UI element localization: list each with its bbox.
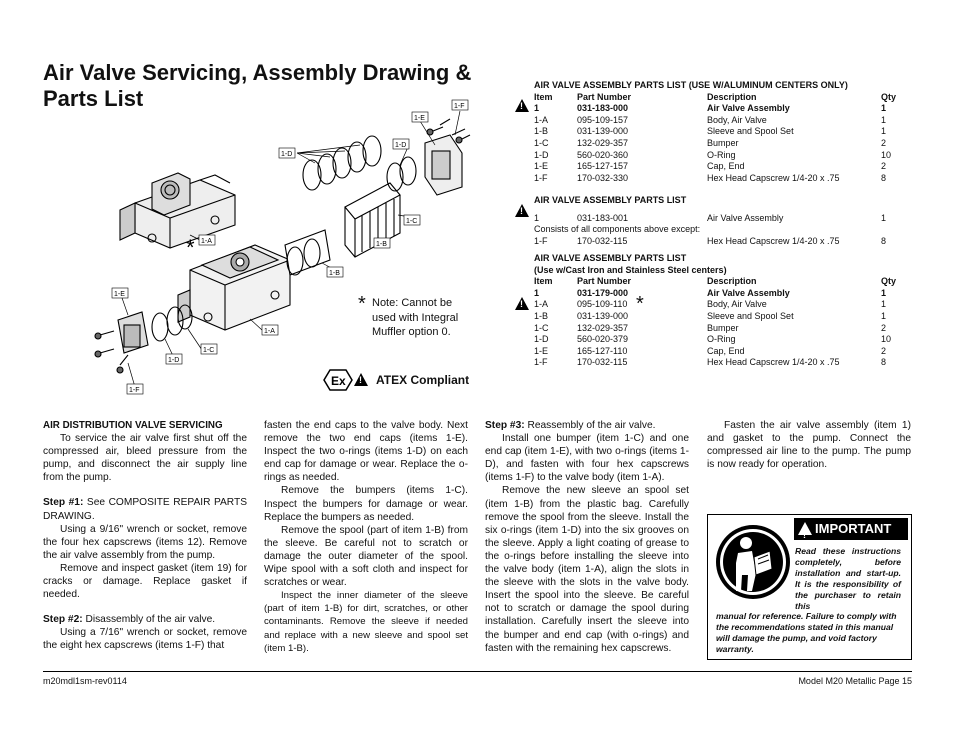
table-row: 1-A 095-109-157 Body, Air Valve 1 [534,114,887,125]
table-row: 1 031-179-000 Air Valve Assembly 1 [534,287,887,298]
drawing-label: 1-F [454,103,465,110]
asterisk-mark: * [636,293,644,315]
drawing-label: 1-E [414,115,425,122]
table-heading: AIR VALVE ASSEMBLY PARTS LIST (USE W/ALUMINUM CENTERS ONLY) [534,80,848,90]
footer-divider [43,671,912,672]
paragraph: Step #3: Reassembly of the air valve. [485,420,656,431]
drawing-label: 1-F [129,387,140,394]
assembly-drawing [90,95,480,400]
col-header: Part Number [577,276,632,287]
col-header: Part Number [577,91,632,102]
important-text-bottom: manual for reference. Failure to comply with the recommendations stated in this manual will damage the pump, and void factory warranty. [716,611,897,654]
parts-table-cast-iron [534,253,909,369]
warning-icon [798,522,812,535]
table-row: 1-D 560-020-379 O-Ring 10 [534,334,892,345]
parts-table-aluminum [534,80,909,184]
text-column-3 [485,419,689,655]
drawing-label: 1-B [376,241,387,248]
table-row: 1 031-183-000 Air Valve Assembly 1 [534,103,887,114]
table-row: 1 031-183-001 Air Valve Assembly 1 [534,212,887,223]
important-header [794,518,908,540]
table-row: 1-E 165-127-110 Cap, End 2 [534,345,887,356]
paragraph: Fasten the air valve assembly (item 1) and gasket to the pump. Connect the compressed air line to the pump. The pump is now ready for operation. [707,420,911,471]
table-row: 1-C 132-029-357 Bumper 2 [534,322,887,333]
paragraph: Remove the bumpers (items 1-C). Inspect the bumpers for damage or wear. Replace the bumpers as needed. [264,485,468,523]
atex-badge [323,369,483,391]
table-note: Consists of all components above except: [534,224,701,235]
table-row: 1-A 095-109-110 Body, Air Valve 1 [534,299,887,310]
warning-icon [515,99,529,112]
paragraph: Remove the spool (part of item 1-B) from the sleeve. Be careful not to scratch or damage the outer diameter of the spool. Wipe spool with a soft cloth and inspect for scratches or wear. [264,524,468,589]
col-header: Qty [881,91,897,102]
page-title: Air Valve Servicing, Assembly Drawing & Parts List [43,60,472,111]
table-row: 1-B 031-139-000 Sleeve and Spool Set 1 [534,310,887,321]
drawing-label: 1-B [329,270,340,277]
parts-table-atex [534,195,909,247]
table-row: 1-E 165-127-157 Cap, End 2 [534,161,887,172]
important-text-top: Read these instructions completely, before installation and start-up. It is the responsibility of the purchaser to retain this [795,546,901,611]
table-subheading: (Use w/Cast Iron and Stainless Steel centers) [534,264,727,275]
important-label: IMPORTANT [815,521,892,536]
paragraph: Remove the new sleeve an spool set (item 1-B) from the plastic bag. Carefully remove the spool from the sleeve. Install the six o-rings (item 1-D) into the six grooves on the sleeve. Apply a light coating of grease to the o-rings before installing the sleeve into the valve body (item 1-A), align the slots in the sleeve with the slots in the valve body. Insert the spool into the sleeve. Be careful not to scratch or damage the spool during installation. Carefully insert the sleeve into the bumper and end cap (with o-rings) and fasten with the remaining hex capscrews. [485,485,689,654]
warning-icon [515,297,529,310]
paragraph: fasten the end caps to the valve body. Next remove the two end caps (items 1-E). Inspect the two o-rings (items 1-D) on each end cap for damage or wear. Replace the o-rings as needed. [264,420,468,484]
table-row: 1-F 170-032-115 Hex Head Capscrew 1/4-20 x .75 8 [534,235,887,246]
asterisk-mark: * [358,293,366,315]
footer-page-number: Model M20 Metallic Page 15 [798,676,912,686]
important-box [707,514,912,660]
drawing-label: 1-E [114,291,125,298]
paragraph: To service the air valve first shut off the compressed air, bleed pressure from the pump, and disconnect the air supply line from the pump. [43,433,247,484]
col-header: Item [534,276,553,287]
warning-icon [515,204,529,217]
col-header: Item [534,91,553,102]
drawing-note: Note: Cannot be used with Integral Muffler option 0. [372,297,459,338]
drawing-label: 1-A [264,328,275,335]
sleeve-spool [285,183,400,275]
svg-text:Ex: Ex [331,374,346,388]
text-column-1 [43,419,247,653]
warning-icon [354,373,368,386]
valve-body-cast [178,245,290,330]
drawing-label: 1-C [203,347,215,354]
paragraph: Using a 9/16" wrench or socket, remove the four hex capscrews (items 12). Remove the air valve assembly from the pump. [43,523,247,561]
end-cap-lower [118,305,192,353]
table-row: 1-F 170-032-115 Hex Head Capscrew 1/4-20 x .75 8 [534,357,887,368]
table-row: 1-F 170-032-330 Hex Head Capscrew 1/4-20 x .75 8 [534,172,887,183]
atex-hexagon-icon [323,369,353,391]
asterisk-mark: * [186,235,195,260]
col-header: Description [707,276,757,287]
text-column-4 [707,419,911,471]
col-header: Description [707,91,757,102]
table-row: 1-D 560-020-360 O-Ring 10 [534,149,892,160]
drawing-label: 1-C [406,218,418,225]
paragraph: Inspect the inner diameter of the sleeve (part of item 1-B) for dirt, scratches, or other contaminants. Remove the sleeve if needed and replace with a new sleeve and spool set (item 1-B). [264,590,468,654]
table-heading: AIR VALVE ASSEMBLY PARTS LIST [534,195,687,205]
paragraph: Step #2: Disassembly of the air valve. [43,614,216,626]
text-column-2 [264,419,468,655]
drawing-label: 1-A [201,238,212,245]
paragraph: Step #1: See COMPOSITE REPAIR PARTS DRAWING. [43,497,247,522]
drawing-label: 1-D [281,151,293,158]
paragraph: Install one bumper (item 1-C) and one end cap (item 1-E), with two o-rings (items 1-D), and fasten with four hex capscrews (items 1-F) to the valve body (item 1-A). [485,433,689,484]
footer-doc-id: m20mdl1sm-rev0114 [43,676,127,686]
section-heading: AIR DISTRIBUTION VALVE SERVICING [43,420,223,431]
reading-manual-icon [714,523,792,601]
col-header: Qty [881,276,897,287]
valve-body-aluminum [120,173,235,248]
paragraph: Remove and inspect gasket (item 19) for cracks or damage. Replace gasket if needed. [43,562,247,601]
table-row: 1-C 132-029-357 Bumper 2 [534,137,887,148]
drawing-label: 1-D [395,142,407,149]
drawing-label: 1-D [168,357,180,364]
paragraph: Using a 7/16" wrench or socket, remove the eight hex capscrews (items 1-F) that [43,627,247,652]
atex-label: ATEX Compliant [376,373,470,387]
table-row: 1-B 031-139-000 Sleeve and Spool Set 1 [534,126,887,137]
table-heading: AIR VALVE ASSEMBLY PARTS LIST [534,253,687,263]
